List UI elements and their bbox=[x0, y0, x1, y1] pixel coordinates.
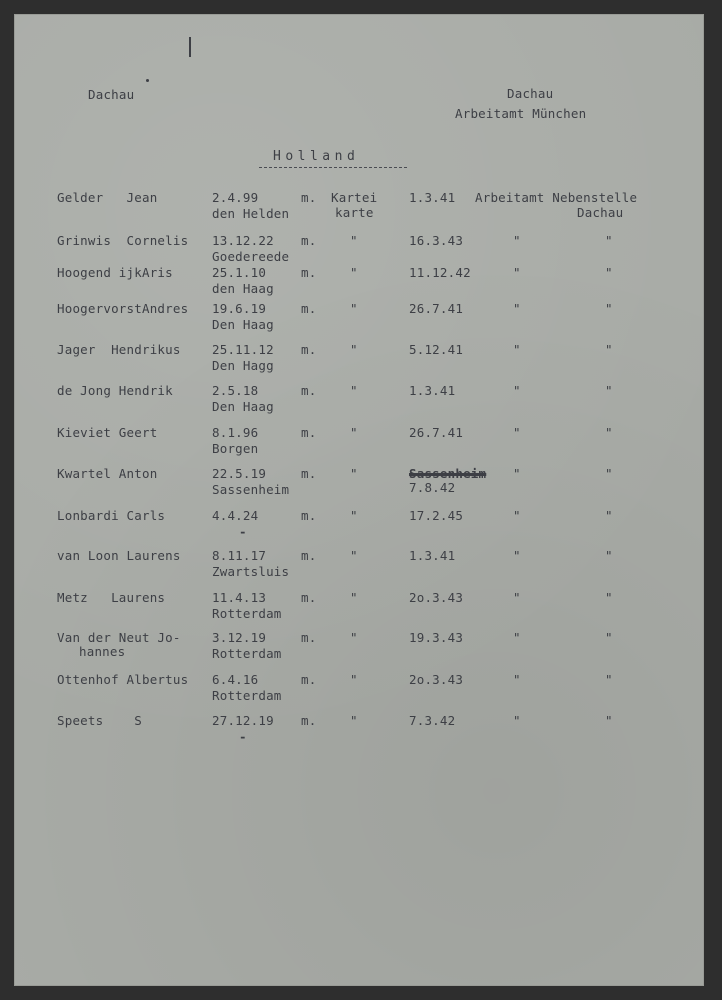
prisoner-name: Jager Hendrikus bbox=[57, 342, 181, 357]
entry-date: 7.8.42 bbox=[409, 480, 456, 495]
entry-date: 2o.3.43 bbox=[409, 672, 464, 687]
office-ditto: " bbox=[513, 630, 521, 645]
prisoner-name: Speets S bbox=[57, 713, 142, 728]
office-ditto: " bbox=[513, 590, 521, 605]
entry-date: 2o.3.43 bbox=[409, 590, 464, 605]
entry-date: 16.3.43 bbox=[409, 233, 464, 248]
sex: m. bbox=[301, 342, 317, 357]
karteikarte-ditto: " bbox=[350, 466, 358, 481]
birth-place: den Haag bbox=[212, 281, 274, 296]
office-ditto-2: " bbox=[605, 590, 613, 605]
office-ditto: " bbox=[513, 508, 521, 523]
birth-date: 11.4.13 bbox=[212, 590, 267, 605]
prisoner-name: Lonbardi Carls bbox=[57, 508, 166, 523]
birth-date: 25.1.10 bbox=[212, 265, 267, 280]
sex: m. bbox=[301, 301, 317, 316]
prisoner-name: Kwartel Anton bbox=[57, 466, 158, 481]
sex: m. bbox=[301, 548, 317, 563]
birth-place: Rotterdam bbox=[212, 646, 282, 661]
birth-date: 6.4.16 bbox=[212, 672, 259, 687]
prisoner-name: HoogervorstAndres bbox=[57, 301, 189, 316]
document-title: Holland bbox=[273, 149, 360, 164]
office-ditto-2: " bbox=[605, 425, 613, 440]
office-ditto-2: " bbox=[605, 342, 613, 357]
struck-entry: Sassenheim bbox=[409, 466, 487, 481]
karteikarte-ditto: " bbox=[350, 548, 358, 563]
office-ditto: " bbox=[513, 233, 521, 248]
header-left-location: Dachau bbox=[88, 87, 135, 102]
office-ditto-2: " bbox=[605, 301, 613, 316]
entry-date: 26.7.41 bbox=[409, 301, 464, 316]
karteikarte-ditto: " bbox=[350, 233, 358, 248]
office-ditto-2: " bbox=[605, 548, 613, 563]
office-ditto-2: " bbox=[605, 713, 613, 728]
header-right-office: Arbeitamt München bbox=[455, 106, 587, 121]
birth-date: 2.5.18 bbox=[212, 383, 259, 398]
karteikarte-ditto: " bbox=[350, 301, 358, 316]
birth-date: 27.12.19 bbox=[212, 713, 274, 728]
birth-date: 8.1.96 bbox=[212, 425, 259, 440]
karteikarte-ditto: " bbox=[350, 590, 358, 605]
title-underline bbox=[259, 167, 407, 168]
sex: m. bbox=[301, 425, 317, 440]
prisoner-name: van Loon Laurens bbox=[57, 548, 181, 563]
col-header-office: Arbeitamt Nebenstelle bbox=[475, 190, 638, 205]
office-ditto: " bbox=[513, 265, 521, 280]
entry-date: 1.3.41 bbox=[409, 190, 456, 205]
office-ditto-2: " bbox=[605, 466, 613, 481]
birth-date: 13.12.22 bbox=[212, 233, 274, 248]
sex: m. bbox=[301, 190, 317, 205]
sex: m. bbox=[301, 590, 317, 605]
col-header-kartei: Kartei bbox=[331, 190, 378, 205]
karteikarte-ditto: " bbox=[350, 630, 358, 645]
sex: m. bbox=[301, 383, 317, 398]
pen-tick-mark bbox=[189, 37, 191, 57]
birth-place: Den Haag bbox=[212, 399, 274, 414]
birth-place: Rotterdam bbox=[212, 688, 282, 703]
col-header-office-dachau: Dachau bbox=[577, 205, 624, 220]
karteikarte-ditto: " bbox=[350, 383, 358, 398]
office-ditto-2: " bbox=[605, 508, 613, 523]
prisoner-name: Hoogend ijkAris bbox=[57, 265, 173, 280]
office-ditto-2: " bbox=[605, 265, 613, 280]
sex: m. bbox=[301, 630, 317, 645]
document-sheet bbox=[14, 14, 704, 986]
entry-date: 1.3.41 bbox=[409, 548, 456, 563]
prisoner-name: Kieviet Geert bbox=[57, 425, 158, 440]
sex: m. bbox=[301, 713, 317, 728]
prisoner-name: Grinwis Cornelis bbox=[57, 233, 189, 248]
office-ditto: " bbox=[513, 548, 521, 563]
header-right-location: Dachau bbox=[507, 86, 554, 101]
birth-place: Zwartsluis bbox=[212, 564, 290, 579]
office-ditto: " bbox=[513, 425, 521, 440]
prisoner-name: de Jong Hendrik bbox=[57, 383, 173, 398]
office-ditto: " bbox=[513, 672, 521, 687]
entry-date: 26.7.41 bbox=[409, 425, 464, 440]
karteikarte-ditto: " bbox=[350, 342, 358, 357]
karteikarte-ditto: " bbox=[350, 508, 358, 523]
birth-place: Den Haag bbox=[212, 317, 274, 332]
office-ditto-2: " bbox=[605, 630, 613, 645]
birth-place: Rotterdam bbox=[212, 606, 282, 621]
office-ditto: " bbox=[513, 383, 521, 398]
birth-date: 8.11.17 bbox=[212, 548, 267, 563]
ink-dot bbox=[146, 79, 149, 82]
birth-place: - bbox=[239, 524, 247, 539]
birth-place: - bbox=[239, 729, 247, 744]
sex: m. bbox=[301, 466, 317, 481]
birth-date: 22.5.19 bbox=[212, 466, 267, 481]
birth-date: 2.4.99 bbox=[212, 190, 259, 205]
office-ditto: " bbox=[513, 466, 521, 481]
birth-place: Sassenheim bbox=[212, 482, 290, 497]
birth-place: Borgen bbox=[212, 441, 259, 456]
prisoner-name: Van der Neut Jo- bbox=[57, 630, 181, 645]
entry-date: 19.3.43 bbox=[409, 630, 464, 645]
prisoner-name: Gelder Jean bbox=[57, 190, 158, 205]
prisoner-name-cont: hannes bbox=[79, 644, 126, 659]
birth-date: 19.6.19 bbox=[212, 301, 267, 316]
sex: m. bbox=[301, 265, 317, 280]
birth-date: 25.11.12 bbox=[212, 342, 274, 357]
karteikarte-ditto: " bbox=[350, 672, 358, 687]
birth-place: den Helden bbox=[212, 206, 290, 221]
entry-date: 7.3.42 bbox=[409, 713, 456, 728]
birth-place: Den Hagg bbox=[212, 358, 274, 373]
prisoner-name: Ottenhof Albertus bbox=[57, 672, 189, 687]
col-header-karte: karte bbox=[335, 205, 374, 220]
entry-date: 11.12.42 bbox=[409, 265, 471, 280]
entry-date: 1.3.41 bbox=[409, 383, 456, 398]
birth-place: Goedereede bbox=[212, 249, 290, 264]
entry-date: 5.12.41 bbox=[409, 342, 464, 357]
birth-date: 3.12.19 bbox=[212, 630, 267, 645]
office-ditto: " bbox=[513, 713, 521, 728]
office-ditto: " bbox=[513, 342, 521, 357]
office-ditto-2: " bbox=[605, 233, 613, 248]
office-ditto-2: " bbox=[605, 383, 613, 398]
entry-date: 17.2.45 bbox=[409, 508, 464, 523]
sex: m. bbox=[301, 672, 317, 687]
office-ditto-2: " bbox=[605, 672, 613, 687]
birth-date: 4.4.24 bbox=[212, 508, 259, 523]
office-ditto: " bbox=[513, 301, 521, 316]
karteikarte-ditto: " bbox=[350, 265, 358, 280]
sex: m. bbox=[301, 233, 317, 248]
karteikarte-ditto: " bbox=[350, 713, 358, 728]
karteikarte-ditto: " bbox=[350, 425, 358, 440]
prisoner-name: Metz Laurens bbox=[57, 590, 166, 605]
sex: m. bbox=[301, 508, 317, 523]
